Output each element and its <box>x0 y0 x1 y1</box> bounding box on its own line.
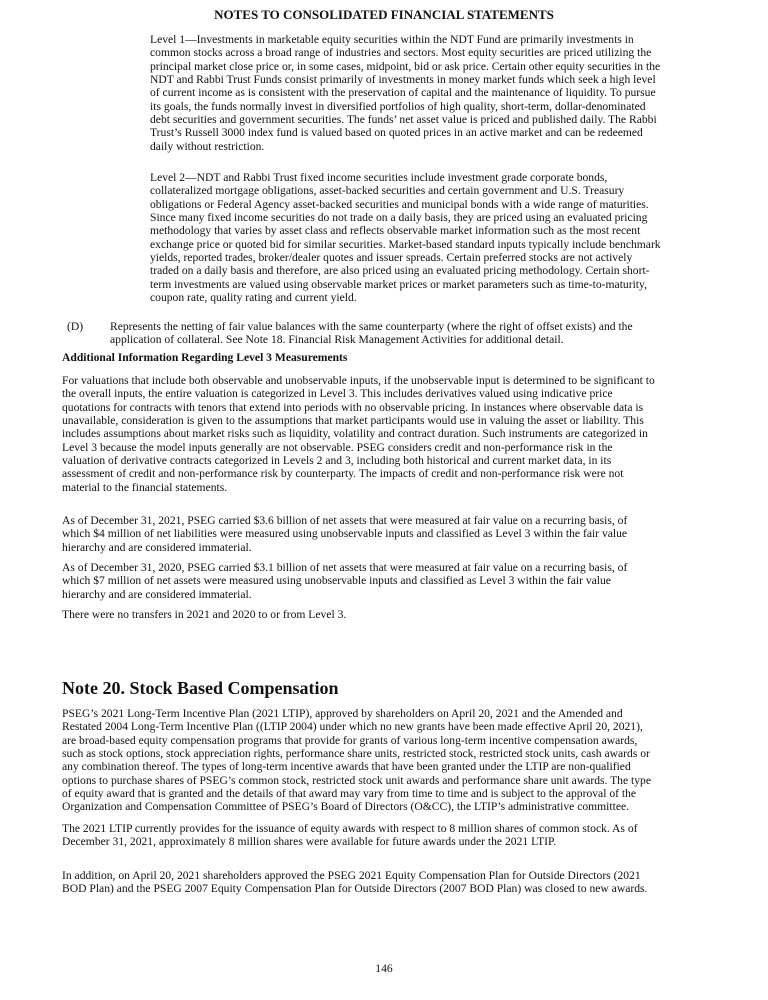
level-2-paragraph <box>150 171 661 304</box>
text-line: unavailable, consideration is given to the assumptions that market participants would use in valuing the asset or liability. This <box>62 414 644 428</box>
text-line: The 2021 LTIP currently provides for the issuance of equity awards with respect to 8 million shares of common stock. As of <box>62 822 638 835</box>
text-line: daily without restriction. <box>150 139 265 153</box>
fy2020-paragraph <box>62 561 627 601</box>
text-line: Level 1—Investments in marketable equity securities within the NDT Fund are primarily investments in <box>150 33 634 46</box>
level-3-heading: Additional Information Regarding Level 3 Measurements <box>62 351 348 364</box>
text-line: collateralized mortgage obligations, asset-backed securities and certain government and U.S. Treasury <box>150 184 625 198</box>
text-line: For valuations that include both observable and unobservable inputs, if the unobservable input is determined to be significant to <box>62 374 655 387</box>
footnote-d-label: (D) <box>67 320 84 333</box>
text-line: includes assumptions about market risks such as liquidity, volatility and contract duration. Such instruments are categorized in <box>62 427 648 441</box>
text-line: Level 2—NDT and Rabbi Trust fixed income securities include investment grade corporate bonds, <box>150 171 608 184</box>
text-line: material to the financial statements. <box>62 480 228 494</box>
text-line: As of December 31, 2021, PSEG carried $3.6 billion of net assets that were measured at fair value on a recurring basis, of <box>62 514 628 527</box>
page-number: 146 <box>375 962 393 975</box>
text-line: of equity award that is granted and the details of that award may vary from time to time and is subject to the approval of the <box>62 787 637 801</box>
text-line: exchange price or quoted bid for similar securities. Market-based standard inputs typically include benchmark <box>150 237 661 251</box>
text-line: assessment of credit and non-performance risk by counterparty. The impacts of credit and non-performance risk were not <box>62 467 624 481</box>
text-line: yields, reported trades, broker/dealer quotes and issuer spreads. Certain preferred stocks are not actively <box>150 251 633 265</box>
text-line: principal market close price or, in some cases, midpoint, bid or ask price. Certain other equity securities in the <box>150 59 661 73</box>
text-line: PSEG’s 2021 Long-Term Incentive Plan (2021 LTIP), approved by shareholders on April 20, 2021 and the Amended and <box>62 707 623 720</box>
text-line: Organization and Compensation Committee of PSEG’s Board of Directors (O&CC), the LTIP’s administrative committee. <box>62 800 630 814</box>
text-line: Level 3 because the model inputs generally are not observable. PSEG considers credit and non-performance risk in the <box>62 440 613 454</box>
text-line: In addition, on April 20, 2021 shareholders approved the PSEG 2021 Equity Compensation Plan for Outside Directors (2021 <box>62 869 641 882</box>
text-line: debt securities and government securities. The funds’ net asset value is priced and published daily. The Rabbi <box>150 113 657 127</box>
text-line: There were no transfers in 2021 and 2020 to or from Level 3. <box>62 608 347 621</box>
text-line: valuation of derivative contracts categorized in Levels 2 and 3, including both historical and current market data, in its <box>62 454 612 468</box>
ltip-paragraph <box>62 707 651 814</box>
text-line: such as stock options, stock appreciation rights, performance share units, restricted stock, restricted stock units, cash awards or <box>62 747 650 761</box>
text-line: any combination thereof. The types of long-term incentive awards that have been granted under the LTIP are non-qualified <box>62 760 631 774</box>
text-line: common stocks across a broad range of industries and sectors. Most equity securities are priced utilizing the <box>150 46 652 60</box>
text-line: Trust’s Russell 3000 index fund is valued based on quoted prices in an active market and can be redeemed <box>150 126 643 140</box>
text-line: hierarchy and are considered immaterial. <box>62 587 252 601</box>
note-20-heading: Note 20. Stock Based Compensation <box>62 678 339 698</box>
text-line: term investments are valued using observable market prices or market parameters such as time-to-maturity, <box>150 277 647 291</box>
text-line: the overall inputs, the entire valuation is categorized in Level 3. This includes derivatives valued using indicative price <box>62 387 613 401</box>
page-title: NOTES TO CONSOLIDATED FINANCIAL STATEMENTS <box>214 7 554 22</box>
text-line: Represents the netting of fair value balances with the same counterparty (where the right of offset exists) and the <box>110 320 633 333</box>
transfers-paragraph <box>62 608 346 621</box>
ltip-shares-paragraph <box>62 822 638 849</box>
text-line: Since many fixed income securities do not trade on a daily basis, they are priced using an evaluated pricing <box>150 211 648 225</box>
text-line: coupon rate, quality rating and current yield. <box>150 291 357 305</box>
text-line: December 31, 2021, approximately 8 million shares were available for future awards under the 2021 LTIP. <box>62 835 557 849</box>
text-line: are broad-based equity compensation programs that provide for grants of various long-term incentive compensation awards, <box>62 733 638 747</box>
text-line: Restated 2004 Long-Term Incentive Plan ((LTIP 2004) under which no new grants have been made effective April 20, 2021), <box>62 720 643 734</box>
text-line: quotations for contracts with tenors that extend into periods with no observable pricing. In instances where observable data is <box>62 400 644 414</box>
bod-plan-paragraph <box>62 869 647 896</box>
text-line: application of collateral. See Note 18. Financial Risk Management Activities for additional detail. <box>110 333 564 347</box>
text-line: BOD Plan) and the PSEG 2007 Equity Compensation Plan for Outside Directors (2007 BOD Plan) was closed to new awards. <box>62 882 648 896</box>
text-line: NDT and Rabbi Trust Funds consist primarily of investments in money market funds which seek a high level <box>150 73 656 87</box>
fy2021-paragraph <box>62 514 627 554</box>
text-line: which $7 million of net assets were measured using unobservable inputs and classified as Level 3 within the fair value <box>62 574 611 588</box>
text-line: of current income as is consistent with the preservation of capital and the maintenance of liquidity. To pursue <box>150 86 656 100</box>
text-line: options to purchase shares of PSEG’s common stock, restricted stock unit awards and performance share unit awards. The type <box>62 773 651 787</box>
text-line: obligations or Federal Agency asset-backed securities and municipal bonds with a wide range of maturities. <box>150 197 649 211</box>
text-line: As of December 31, 2020, PSEG carried $3.1 billion of net assets that were measured at fair value on a recurring basis, of <box>62 561 628 574</box>
footnote-d-text <box>110 320 633 347</box>
text-line: which $4 million of net liabilities were measured using unobservable inputs and classified as Level 3 within the fair value <box>62 527 628 541</box>
level-1-paragraph <box>150 33 660 153</box>
text-line: methodology that varies by asset class and reflects observable market information such as the most recent <box>150 224 641 238</box>
text-line: its goals, the funds normally invest in diversified portfolios of high quality, short-term, dollar-denominated <box>150 99 646 113</box>
level-3-valuation-paragraph <box>62 374 655 494</box>
text-line: traded on a daily basis and therefore, are also priced using an evaluated pricing methodology. Certain short- <box>150 264 650 278</box>
text-line: hierarchy and are considered immaterial. <box>62 540 252 554</box>
